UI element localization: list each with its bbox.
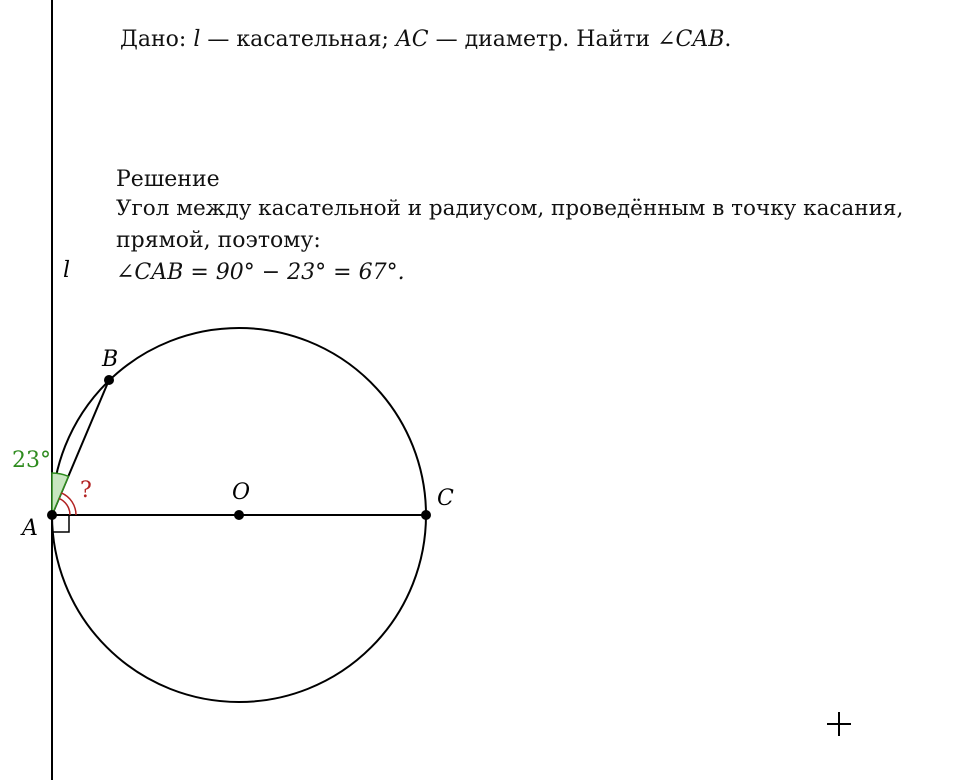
point-o	[234, 510, 244, 520]
label-unknown-angle: ?	[80, 478, 92, 503]
solution-formula: ∠CAB = 90° − 23° = 67°.	[116, 260, 405, 285]
solution-heading: Решение	[116, 167, 220, 192]
unknown-angle-arc-outer	[61, 493, 76, 515]
diameter-variable: AC	[395, 27, 429, 52]
solution-line-2: прямой, поэтому:	[116, 228, 321, 253]
label-tangent-l: l	[63, 258, 71, 283]
label-given-angle: 23°	[12, 448, 51, 473]
find-angle: ∠CAB	[657, 27, 725, 52]
tangent-variable: l	[193, 27, 201, 52]
unknown-angle-arc-inner	[59, 498, 70, 515]
label-point-b: B	[102, 347, 119, 372]
crosshair-icon	[827, 712, 851, 736]
label-point-o: O	[232, 480, 251, 505]
label-point-c: C	[437, 486, 454, 511]
given-angle-sector	[52, 473, 68, 515]
given-prefix: Дано:	[120, 27, 194, 52]
find-end: .	[724, 27, 732, 52]
tangent-text: — касательная;	[200, 27, 396, 52]
point-a	[47, 510, 57, 520]
label-point-a: A	[22, 516, 38, 541]
point-b	[104, 375, 114, 385]
diameter-text: — диаметр. Найти	[428, 27, 658, 52]
point-c	[421, 510, 431, 520]
solution-line-1: Угол между касательной и радиусом, проведённым в точку касания,	[116, 196, 904, 221]
